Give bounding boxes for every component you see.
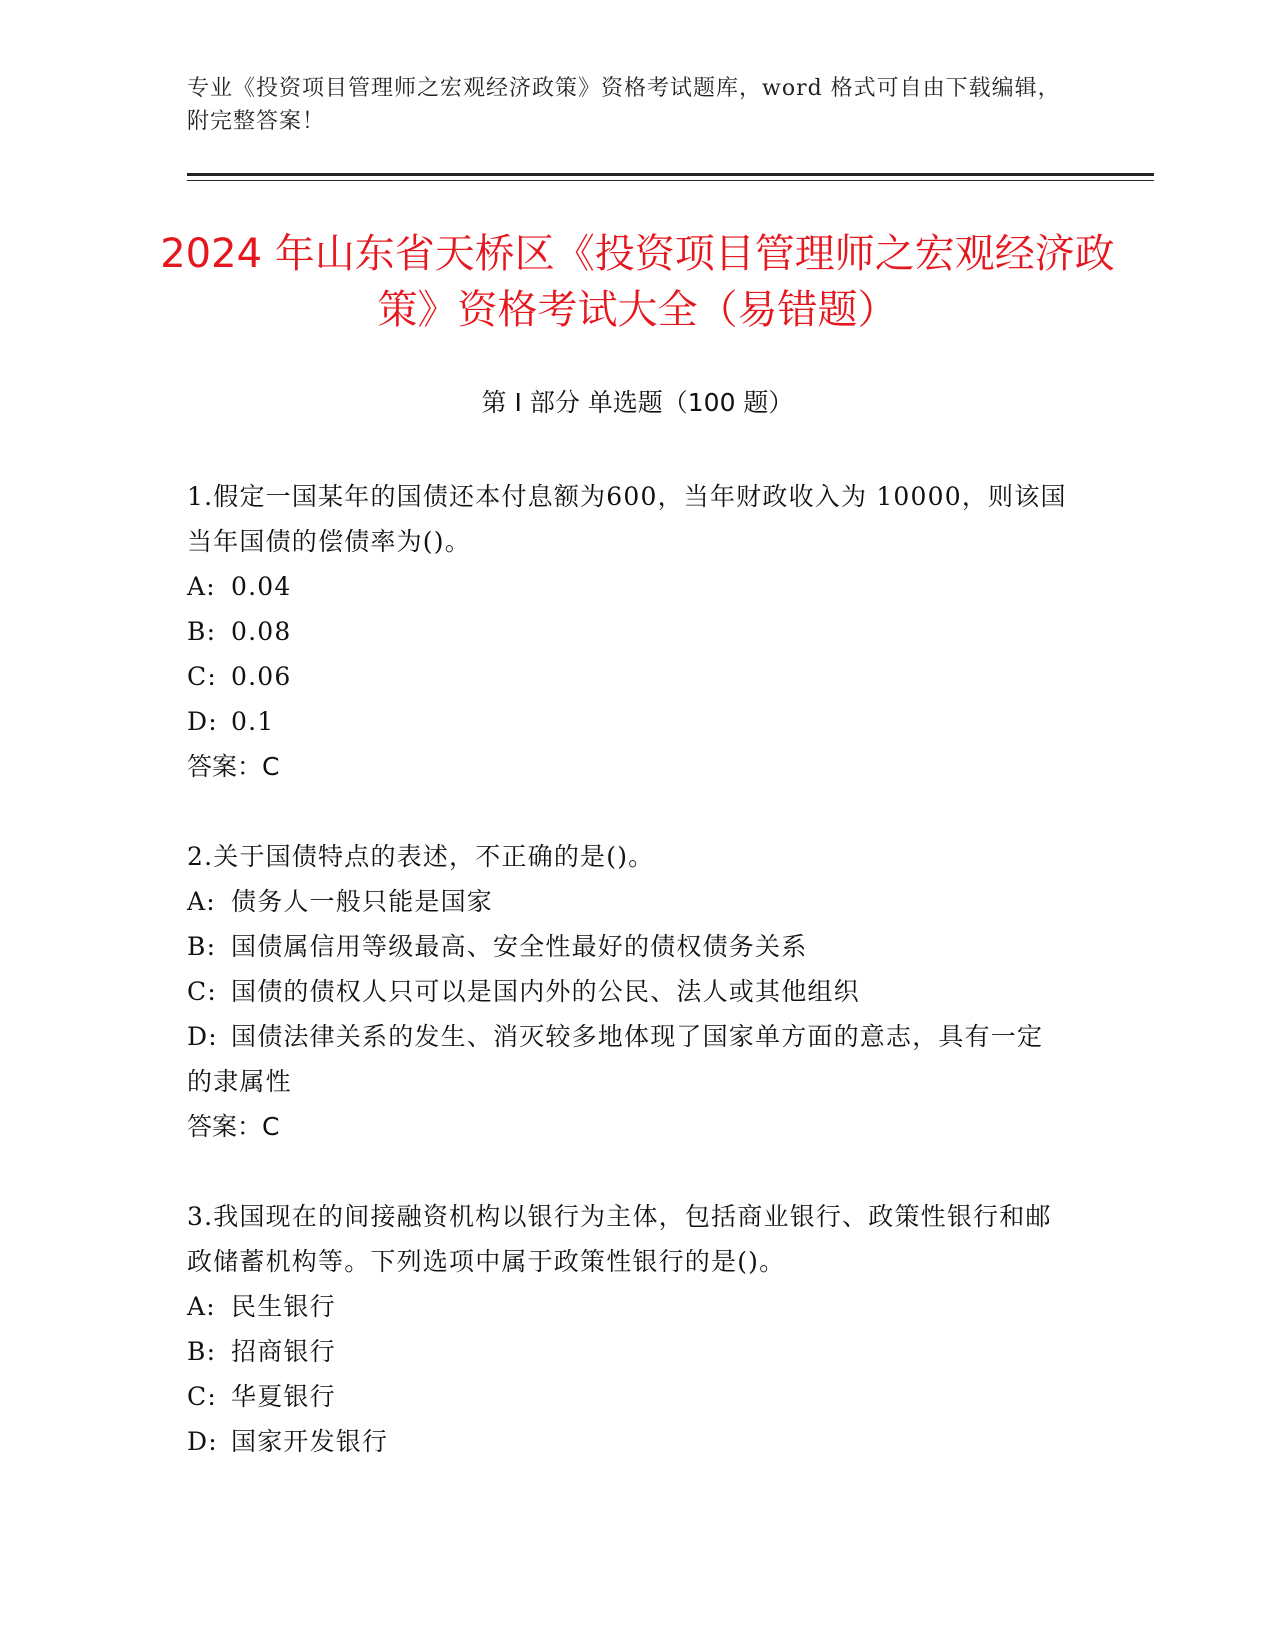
option-key: B: xyxy=(187,1337,217,1366)
option-key: B: xyxy=(187,617,217,646)
section-heading: 第 I 部分 单选题（100 题） xyxy=(481,388,794,417)
option-text: 国债的债权人只可以是国内外的公民、法人或其他组织 xyxy=(231,977,860,1006)
option-text: 0.1 xyxy=(231,707,275,736)
question-3 xyxy=(187,1194,1067,1464)
header-note: 专业《投资项目管理师之宏观经济政策》资格考试题库，word 格式可自由下载编辑，附完整答案！ xyxy=(187,76,1061,134)
option-key: D: xyxy=(187,707,218,736)
option-key: D: xyxy=(187,1022,218,1051)
option-a xyxy=(187,879,1067,924)
option-key: C: xyxy=(187,662,217,691)
option-a xyxy=(187,1284,1067,1329)
option-c xyxy=(187,969,1067,1014)
header-rule-thin xyxy=(187,180,1154,181)
header-rule-thick xyxy=(187,173,1154,176)
option-c xyxy=(187,654,1067,699)
option-text: 国家开发银行 xyxy=(231,1427,389,1456)
option-text: 债务人一般只能是国家 xyxy=(231,887,494,916)
question-2 xyxy=(187,834,1067,1149)
option-d xyxy=(187,1419,1067,1464)
question-stem: 3.我国现在的间接融资机构以银行为主体，包括商业银行、政策性银行和邮政储蓄机构等。下列选项中属于政策性银行的是()。 xyxy=(187,1202,1052,1276)
option-text: 民生银行 xyxy=(231,1292,336,1321)
question-1 xyxy=(187,474,1067,789)
option-b xyxy=(187,924,1067,969)
option-key: C: xyxy=(187,977,217,1006)
option-key: A: xyxy=(187,572,216,601)
option-text: 华夏银行 xyxy=(231,1382,336,1411)
option-b xyxy=(187,609,1067,654)
option-text: 国债法律关系的发生、消灭较多地体现了国家单方面的意志，具有一定的隶属性 xyxy=(187,1022,1044,1096)
option-key: C: xyxy=(187,1382,217,1411)
option-key: B: xyxy=(187,932,217,961)
question-list xyxy=(187,474,1067,1509)
option-key: A: xyxy=(187,887,216,916)
option-a xyxy=(187,564,1067,609)
answer-line: 答案：C xyxy=(187,1112,280,1141)
question-stem: 2.关于国债特点的表述，不正确的是()。 xyxy=(187,842,655,871)
option-c xyxy=(187,1374,1067,1419)
option-text: 0.04 xyxy=(231,572,292,601)
option-d xyxy=(187,1014,1067,1104)
option-key: A: xyxy=(187,1292,216,1321)
option-b xyxy=(187,1329,1067,1374)
question-stem: 1.假定一国某年的国债还本付息额为600，当年财政收入为 10000，则该国当年国债的偿债率为()。 xyxy=(187,482,1067,556)
option-text: 国债属信用等级最高、安全性最好的债权债务关系 xyxy=(231,932,808,961)
option-text: 0.08 xyxy=(231,617,292,646)
option-text: 0.06 xyxy=(231,662,292,691)
option-key: D: xyxy=(187,1427,218,1456)
answer-line: 答案：C xyxy=(187,752,280,781)
document-title: 2024 年山东省天桥区《投资项目管理师之宏观经济政策》资格考试大全（易错题） xyxy=(160,231,1115,333)
option-d xyxy=(187,699,1067,744)
option-text: 招商银行 xyxy=(231,1337,336,1366)
